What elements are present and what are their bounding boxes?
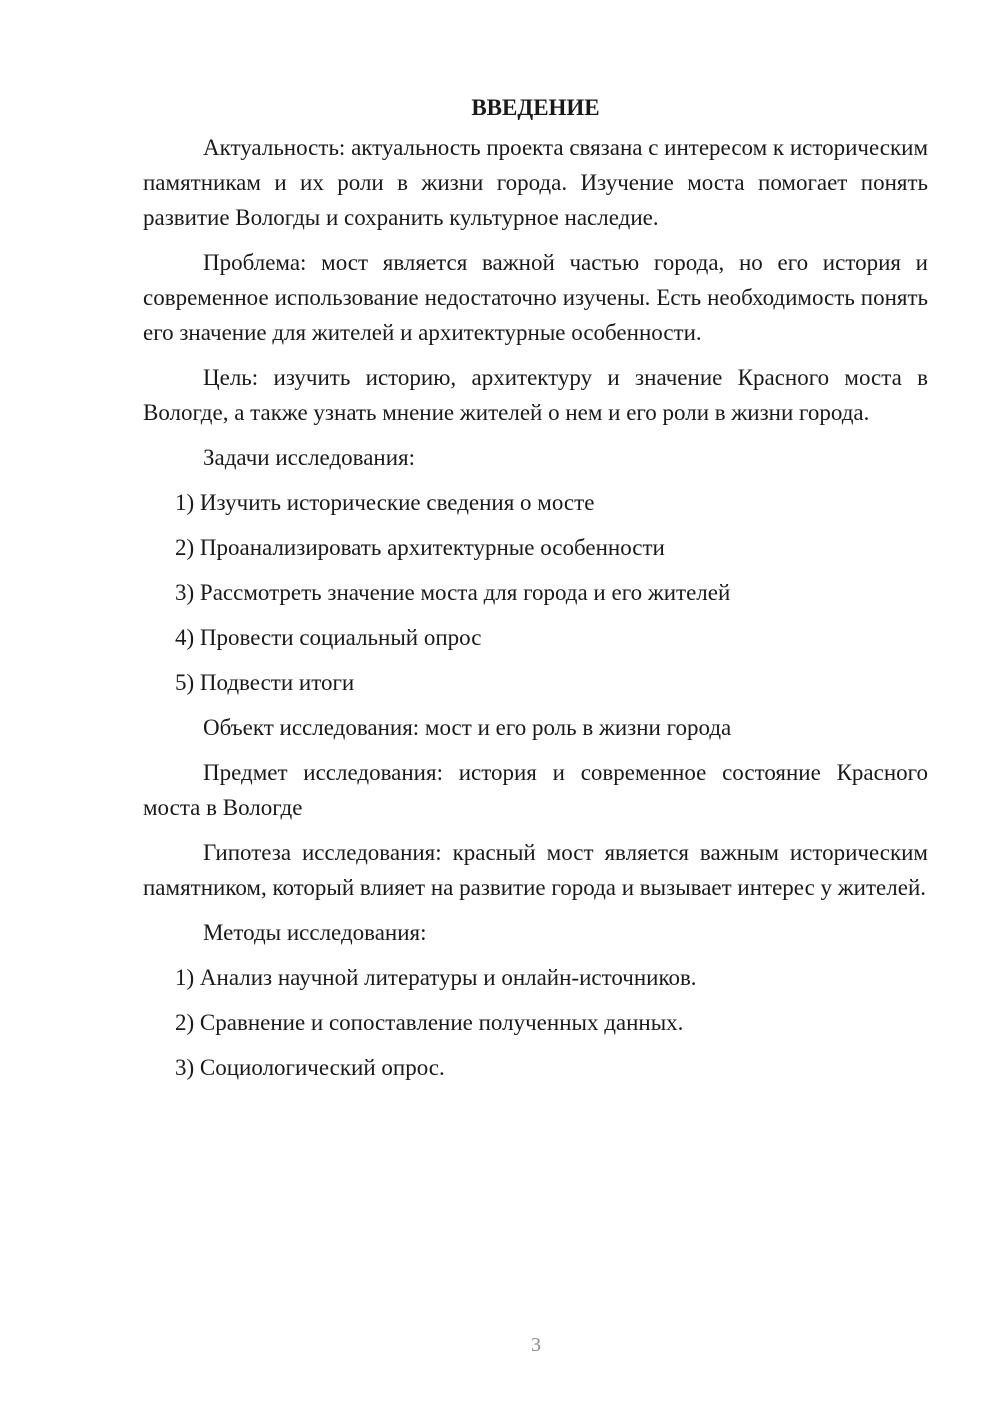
hypothesis-paragraph: Гипотеза исследования: красный мост является важным историческим памятником, который влияет на развитие города и вызывает интерес у жителей. [143,840,928,900]
list-item: 2) Проанализировать архитектурные особенности [175,535,665,560]
subject-paragraph: Предмет исследования: история и современное состояние Красного моста в Вологде [143,760,928,820]
methods-heading: Методы исследования: [203,920,427,945]
page-title: ВВЕДЕНИЕ [471,95,600,120]
problem-paragraph: Проблема: мост является важной частью города, но его история и современное использование недостаточно изучены. Есть необходимость понять его значение для жителей и архитектурные особенности. [143,250,928,345]
tasks-list [143,485,928,700]
goal-paragraph: Цель: изучить историю, архитектуру и значение Красного моста в Вологде, а также узнать мнение жителей о нем и его роли в жизни города. [143,365,928,425]
list-item: 4) Провести социальный опрос [175,625,482,650]
list-item: 1) Анализ научной литературы и онлайн-источников. [175,965,697,990]
list-item: 2) Сравнение и сопоставление полученных данных. [175,1010,684,1035]
list-item: 5) Подвести итоги [175,670,355,695]
object-paragraph: Объект исследования: мост и его роль в жизни города [203,715,732,740]
list-item: 1) Изучить исторические сведения о мосте [175,490,595,515]
tasks-heading: Задачи исследования: [203,445,416,470]
methods-list [143,960,928,1085]
page-number: 3 [531,1334,541,1356]
relevance-paragraph: Актуальность: актуальность проекта связана с интересом к историческим памятникам и их роли в жизни города. Изучение моста помогает понять развитие Вологды и сохранить культурное наследие. [143,135,929,230]
document-page [143,90,928,1095]
list-item: 3) Социологический опрос. [175,1055,445,1080]
list-item: 3) Рассмотреть значение моста для города и его жителей [175,580,731,605]
